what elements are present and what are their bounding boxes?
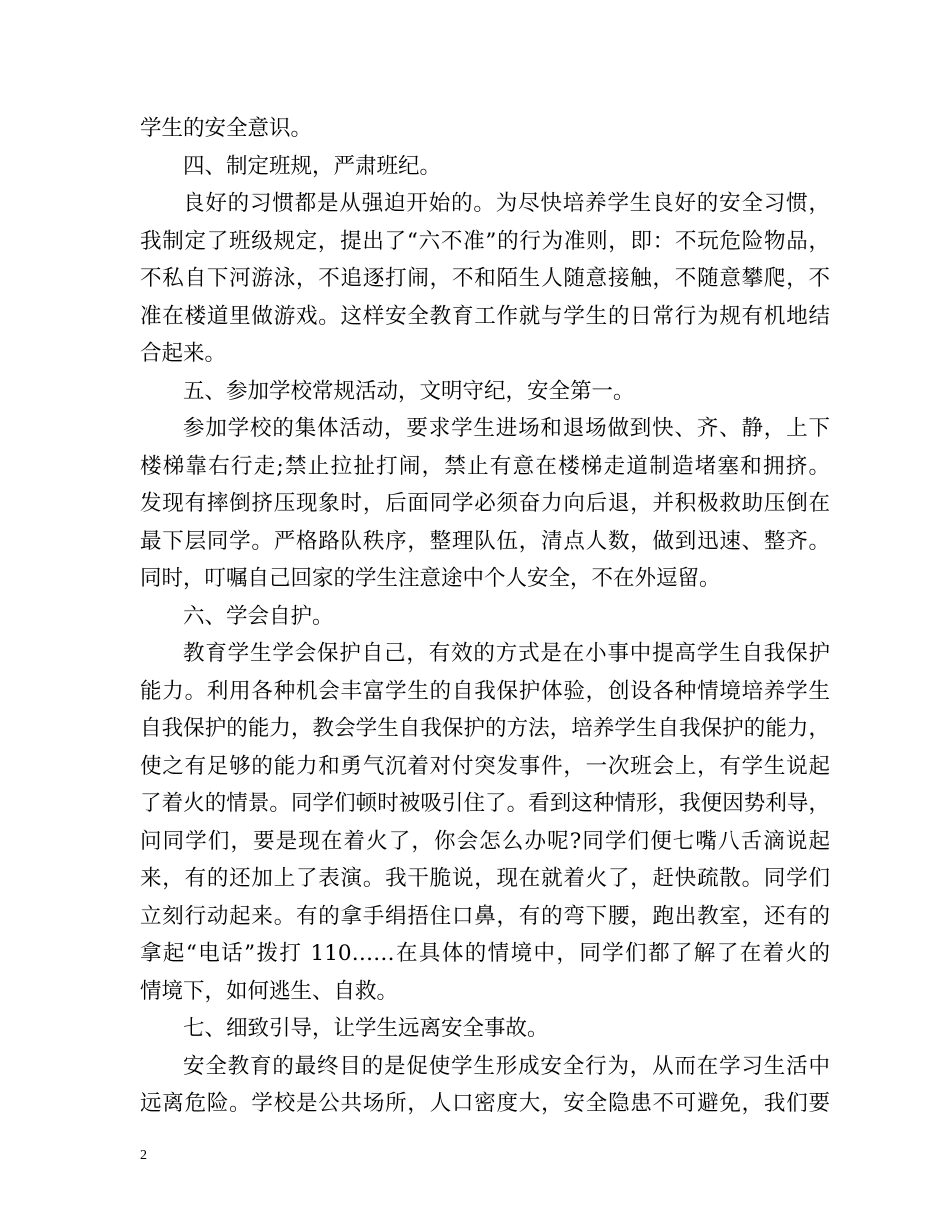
page-number: 2 <box>140 1148 147 1163</box>
text-line: 我制定了班级规定，提出了“六不准”的行为准则，即：不玩危险物品， <box>140 228 830 254</box>
text-line: 教育学生学会保护自己，有效的方式是在小事中提高学生自我保护 <box>183 641 830 666</box>
text-line: 情境下，如何逃生、自救。 <box>140 978 399 1004</box>
text-line: 问同学们，要是现在着火了，你会怎么办呢?同学们便七嘴八舌滴说起 <box>140 828 830 854</box>
text-line: 立刻行动起来。有的拿手绢捂住口鼻，有的弯下腰，跑出教室，还有的 <box>140 903 830 929</box>
text-line: 最下层同学。严格路队秩序，整理队伍，清点人数，做到迅速、整齐。 <box>140 528 830 554</box>
text-line: 远离危险。学校是公共场所，人口密度大，安全隐患不可避免，我们要 <box>140 1091 830 1116</box>
text-line: 参加学校的集体活动，要求学生进场和退场做到快、齐、静，上下 <box>183 416 830 441</box>
text-line: 能力。利用各种机会丰富学生的自我保护体验，创设各种情境培养学生 <box>140 678 830 704</box>
text-line: 准在楼道里做游戏。这样安全教育工作就与学生的日常行为规有机地结 <box>140 303 830 329</box>
text-line: 不私自下河游泳，不追逐打闹，不和陌生人随意接触，不随意攀爬，不 <box>140 266 830 291</box>
text-line: 四、制定班规，严肃班纪。 <box>183 153 442 179</box>
text-line: 同时，叮嘱自己回家的学生注意途中个人安全，不在外逗留。 <box>140 566 721 591</box>
text-line: 学生的安全意识。 <box>140 116 313 141</box>
text-line: 五、参加学校常规活动，文明守纪，安全第一。 <box>183 378 635 404</box>
text-line: 自我保护的能力，教会学生自我保护的方法，培养学生自我保护的能力， <box>140 716 830 741</box>
document-body <box>140 110 830 1123</box>
text-line: 发现有摔倒挤压现象时，后面同学必须奋力向后退，并积极救助压倒在 <box>140 491 830 516</box>
text-line: 楼梯靠右行走;禁止拉扯打闹，禁止有意在楼梯走道制造堵塞和拥挤。 <box>140 453 830 479</box>
text-line: 良好的习惯都是从强迫开始的。为尽快培养学生良好的安全习惯， <box>183 191 830 216</box>
text-line: 使之有足够的能力和勇气沉着对付突发事件，一次班会上，有学生说起 <box>140 753 830 779</box>
text-line: 了着火的情景。同学们顿时被吸引住了。看到这种情形，我便因势利导， <box>140 791 830 816</box>
text-line: 来，有的还加上了表演。我干脆说，现在就着火了，赶快疏散。同学们 <box>140 866 830 891</box>
text-line: 合起来。 <box>140 341 227 366</box>
text-line: 七、细致引导，让学生远离安全事故。 <box>183 1016 549 1041</box>
text-line: 拿起“电话”拨打 110……在具体的情境中，同学们都了解了在着火的 <box>140 941 830 966</box>
text-line: 安全教育的最终目的是促使学生形成安全行为，从而在学习生活中 <box>183 1053 830 1079</box>
text-line: 六、学会自护。 <box>183 603 334 629</box>
